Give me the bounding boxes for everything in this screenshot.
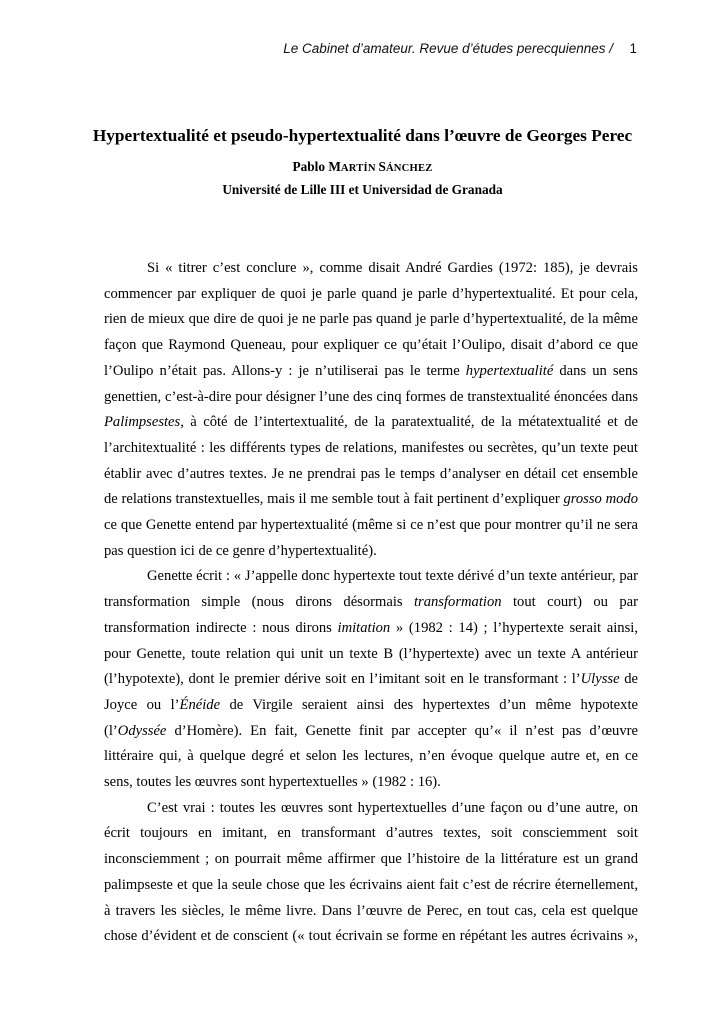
journal-title: Le Cabinet d’amateur. Revue d’études perecquiennes / — [283, 41, 613, 56]
author-first-name: Pablo — [292, 159, 329, 174]
text-run: ce que Genette entend par hypertextualité (même si ce n’est que pour montrer qu’il ne sera — [104, 517, 638, 533]
text-line — [104, 849, 638, 869]
text-run: façon que Raymond Queneau, pour expliquer ce qu’était l’Oulipo, disait d’abord ce que — [104, 337, 638, 354]
text-line — [104, 387, 638, 407]
text-line — [104, 309, 638, 329]
text-run: (l’ — [104, 722, 118, 739]
text-line — [104, 644, 638, 664]
italic-term: Odyssée — [117, 722, 167, 739]
text-run: sens, toutes les œuvres sont hypertextuelles » (1982 : 16). — [104, 774, 441, 790]
text-line — [104, 464, 638, 484]
author-surname-initial-2: S — [378, 159, 386, 174]
text-line — [104, 772, 638, 792]
text-line — [104, 823, 638, 843]
text-line — [104, 721, 638, 741]
author-surname-rest-1: ARTÍN — [340, 163, 379, 174]
text-line — [104, 592, 638, 612]
text-run: de Virgile seraient ainsi des hypertextes d’un même hypotexte — [220, 696, 638, 713]
text-line — [104, 335, 638, 355]
italic-term: Ulysse — [580, 671, 620, 688]
author-name — [0, 159, 725, 175]
text-line — [104, 926, 638, 946]
text-run: d’Homère). En fait, Genette finit par accepter qu’« il n’est pas d’œuvre — [166, 722, 638, 739]
text-line — [104, 258, 638, 278]
author-surname-initial-1: M — [328, 159, 341, 174]
text-run: , à côté de l’intertextualité, de la paratextualité, de la métatextualité et de — [180, 414, 638, 431]
article-title: Hypertextualité et pseudo-hypertextualité dans l’œuvre de Georges Perec — [92, 126, 633, 145]
text-line — [104, 746, 638, 766]
page-number: 1 — [629, 41, 637, 56]
text-run: (l’hypotexte), dont le premier dérive soit en l’imitant soit en le transformant : l’ — [104, 671, 581, 688]
italic-term: Énéide — [179, 696, 221, 713]
text-run: établir avec d’autres textes. Je ne prendrai pas le temps d’analyser en détail cet ensemble — [104, 465, 638, 482]
author-surname-rest-2: ÁNCHEZ — [385, 163, 433, 174]
text-line — [104, 515, 638, 535]
text-run: chose d’évident et de conscient (« tout écrivain se forme en répétant les autres écrivains », — [104, 928, 638, 945]
text-line — [104, 412, 638, 432]
text-line — [104, 284, 638, 304]
text-run: commencer par expliquer de quoi je parle quand je parle d’hypertextualité. Et pour cela, — [104, 285, 638, 302]
text-line — [104, 361, 638, 381]
text-run: pour Genette, toute relation qui unit un texte B (l’hypertexte) avec un texte A antérieur — [104, 645, 638, 662]
text-run: Si « titrer c’est conclure », comme disait André Gardies (1972: 185), je devrais — [147, 260, 638, 276]
italic-term: grosso modo — [563, 491, 638, 508]
text-line — [104, 669, 638, 689]
text-line — [104, 798, 638, 818]
italic-term: transformation — [413, 594, 502, 611]
text-run: » (1982 : 14) ; l’hypertexte serait ainsi, — [390, 619, 638, 636]
text-run: rien de mieux que dire de quoi je ne parle pas quand je parle d’hypertextualité, de la même — [104, 311, 638, 328]
text-run: inconsciemment ; on pourrait même affirmer que l’histoire de la littérature est un grand — [104, 851, 638, 868]
text-line — [104, 901, 638, 921]
text-line — [104, 618, 638, 638]
running-header — [104, 41, 637, 61]
text-run: pas question ici de ce genre d’hypertextualité). — [104, 542, 377, 559]
text-line — [104, 695, 638, 715]
text-run: littéraire qui, à quelque degré et selon les lectures, n’en évoque quelque autre et, en ce — [104, 748, 638, 765]
text-run: dans un sens — [553, 362, 638, 379]
italic-term: Palimpsestes — [104, 414, 181, 431]
text-line — [104, 541, 638, 561]
text-run: genettien, c’est-à-dire pour désigner l’une des cinq formes de transtextualité énoncées dans — [104, 388, 638, 405]
text-run: C’est vrai : toutes les œuvres sont hypertextuelles d’une façon ou d’une autre, on — [147, 799, 638, 816]
text-run: écrit toujours en imitant, en transformant d’autres textes, soit consciemment soit — [104, 825, 638, 842]
text-run: à travers les siècles, le même livre. Dans l’œuvre de Perec, en tout cas, cela est quelque — [104, 902, 638, 919]
text-line — [104, 438, 638, 458]
text-run: tout court) ou par — [501, 594, 638, 611]
text-run: Genette écrit : « J’appelle donc hypertexte tout texte dérivé d’un texte antérieur, par — [147, 568, 638, 585]
text-run: l’architextualité : les différents types de relations, manifestes ou secrètes, qu’un texte peut — [104, 439, 638, 456]
text-line — [104, 566, 638, 586]
text-run: palimpseste et que la seule chose que les écrivains aient fait c’est de récrire éternellement, — [104, 876, 638, 893]
italic-term: hypertextualité — [465, 362, 554, 379]
text-run: transformation simple (nous dirons désormais — [104, 594, 414, 611]
text-run: transformation indirecte : nous dirons — [104, 619, 338, 636]
italic-term: imitation — [337, 619, 391, 636]
text-run: l’Oulipo n’était pas. Allons-y : je n’utiliserai pas le terme — [104, 362, 466, 379]
text-run: de — [619, 671, 638, 688]
text-run: de relations transtextuelles, mais il me semble tout à fait pertinent d’expliquer — [104, 491, 564, 508]
author-affiliation: Université de Lille III et Universidad de Granada — [222, 182, 503, 197]
text-line — [104, 489, 638, 509]
text-line — [104, 875, 638, 895]
text-run: Joyce ou l’ — [104, 696, 180, 713]
